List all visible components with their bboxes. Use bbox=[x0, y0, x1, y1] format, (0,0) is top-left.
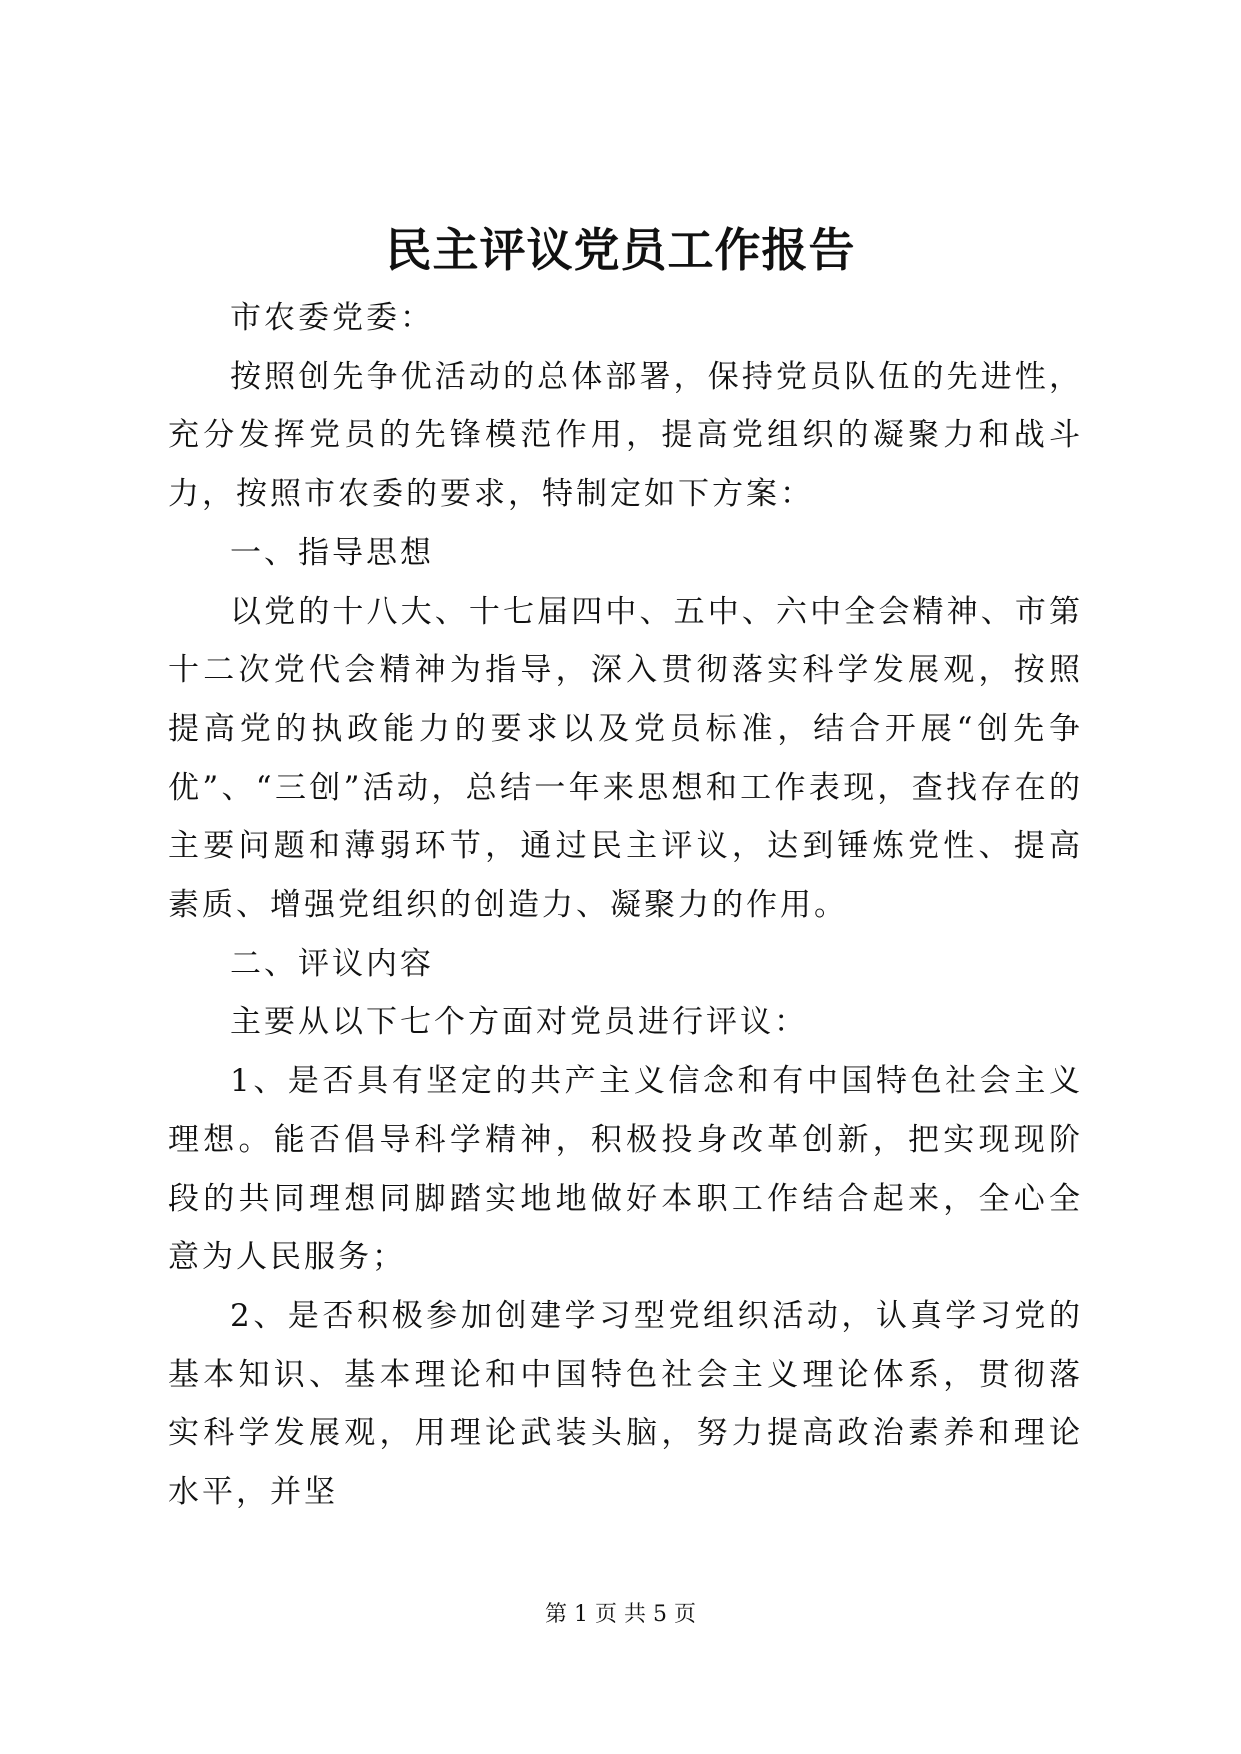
paragraph-intro: 按照创先争优活动的总体部署，保持党员队伍的先进性，充分发挥党员的先锋模范作用，提高党组织的凝聚力和战斗力，按照市农委的要求，特制定如下方案： bbox=[168, 358, 1083, 513]
document-title: 民主评议党员工作报告 bbox=[385, 223, 856, 277]
paragraph-guiding-ideology: 以党的十八大、十七届四中、五中、六中全会精神、市第十二次党代会精神为指导，深入贯彻落实科学发展观，按照提高党的执政能力的要求以及党员标准，结合开展“创先争优”、“三创”活动，总结一年来思想和工作表现，查找存在的主要问题和薄弱环节，通过民主评议，达到锤炼党性、提高素质、增强党组织的创造力、凝聚力的作用。 bbox=[168, 593, 1083, 924]
paragraph-salutation: 市农委党委： bbox=[230, 300, 434, 336]
paragraph-evaluation-intro: 主要从以下七个方面对党员进行评议： bbox=[230, 1004, 808, 1041]
section-heading-evaluation-content: 二、评议内容 bbox=[230, 945, 434, 982]
document-body bbox=[168, 289, 1083, 1522]
paragraph-item-2: 2、是否积极参加创建学习型党组织活动，认真学习党的基本知识、基本理论和中国特色社会主义理论体系，贯彻落实科学发展观，用理论武装头脑，努力提高政治素养和理论水平，并坚 bbox=[168, 1297, 1083, 1511]
paragraph-item-1: 1、是否具有坚定的共产主义信念和有中国特色社会主义理想。能否倡导科学精神，积极投身改革创新，把实现现阶段的共同理想同脚踏实地地做好本职工作结合起来，全心全意为人民服务； bbox=[168, 1063, 1083, 1276]
page-footer: 第 1 页 共 5 页 bbox=[545, 1602, 696, 1627]
section-heading-guiding-ideology: 一、指导思想 bbox=[230, 534, 434, 571]
